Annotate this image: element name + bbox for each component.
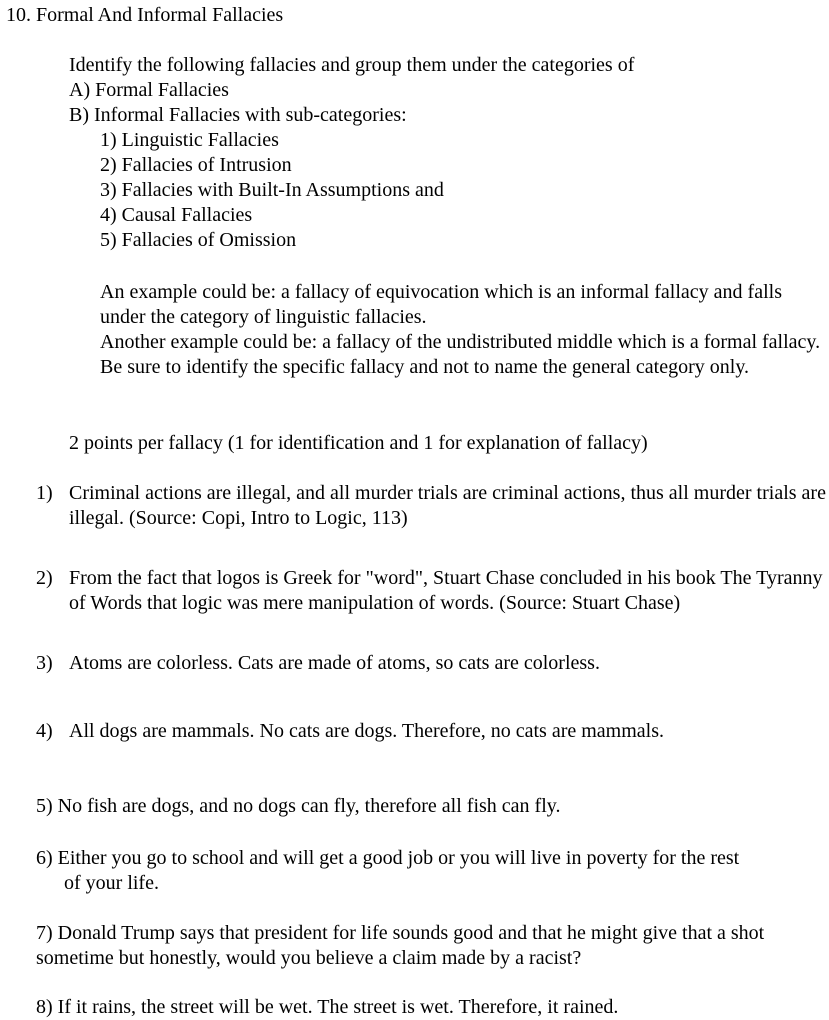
question-number: 4) <box>36 720 53 742</box>
question-text: 6) Either you go to school and will get a good job or you will live in poverty for the rest <box>36 847 740 869</box>
question-text: From the fact that logos is Greek for "word", Stuart Chase concluded in his book The Tyranny of Words that logic was mere manipulation of words. (Source: Stuart Chase) <box>69 567 823 614</box>
example-one: An example could be: a fallacy of equivocation which is an informal fallacy and falls under the category of linguistic fallacies. <box>100 281 782 328</box>
intro-text: Identify the following fallacies and group them under the categories of <box>69 54 635 76</box>
category-a: A) Formal Fallacies <box>69 79 229 101</box>
question-text-continued: of your life. <box>64 872 159 894</box>
list-item: 1) Linguistic Fallacies <box>100 129 279 151</box>
subcategory-list <box>100 128 444 253</box>
list-item: 4) Causal Fallacies <box>100 204 253 226</box>
question-number: 1) <box>36 482 53 504</box>
question-number: 2) <box>36 567 53 589</box>
question-8: 8) If it rains, the street will be wet. The street is wet. Therefore, it rained. <box>36 996 619 1018</box>
question-text: All dogs are mammals. No cats are dogs. Therefore, no cats are mammals. <box>69 720 664 742</box>
page-title: 10. Formal And Informal Fallacies <box>6 4 284 26</box>
examples-block <box>100 280 828 380</box>
list-item: 2) Fallacies of Intrusion <box>100 154 292 176</box>
instructions-intro <box>69 53 634 128</box>
question-number: 3) <box>36 652 53 674</box>
question-5: 5) No fish are dogs, and no dogs can fly, therefore all fish can fly. <box>36 795 561 817</box>
points-note: 2 points per fallacy (1 for identification and 1 for explanation of fallacy) <box>69 432 648 454</box>
list-item: 5) Fallacies of Omission <box>100 229 297 251</box>
question-text: Atoms are colorless. Cats are made of atoms, so cats are colorless. <box>69 652 600 674</box>
question-text: Criminal actions are illegal, and all murder trials are criminal actions, thus all murder trials are illegal. (Source: Copi, Intro to Logic, 113) <box>69 482 826 529</box>
example-two: Another example could be: a fallacy of the undistributed middle which is a formal fallacy. Be sure to identify the specific fallacy and not to name the general category only. <box>100 331 821 378</box>
category-b: B) Informal Fallacies with sub-categories: <box>69 104 407 126</box>
question-6 <box>36 846 826 896</box>
question-7: 7) Donald Trump says that president for life sounds good and that he might give that a shot sometime but honestly, would you believe a claim made by a racist? <box>36 922 765 969</box>
list-item: 3) Fallacies with Built-In Assumptions and <box>100 179 444 201</box>
